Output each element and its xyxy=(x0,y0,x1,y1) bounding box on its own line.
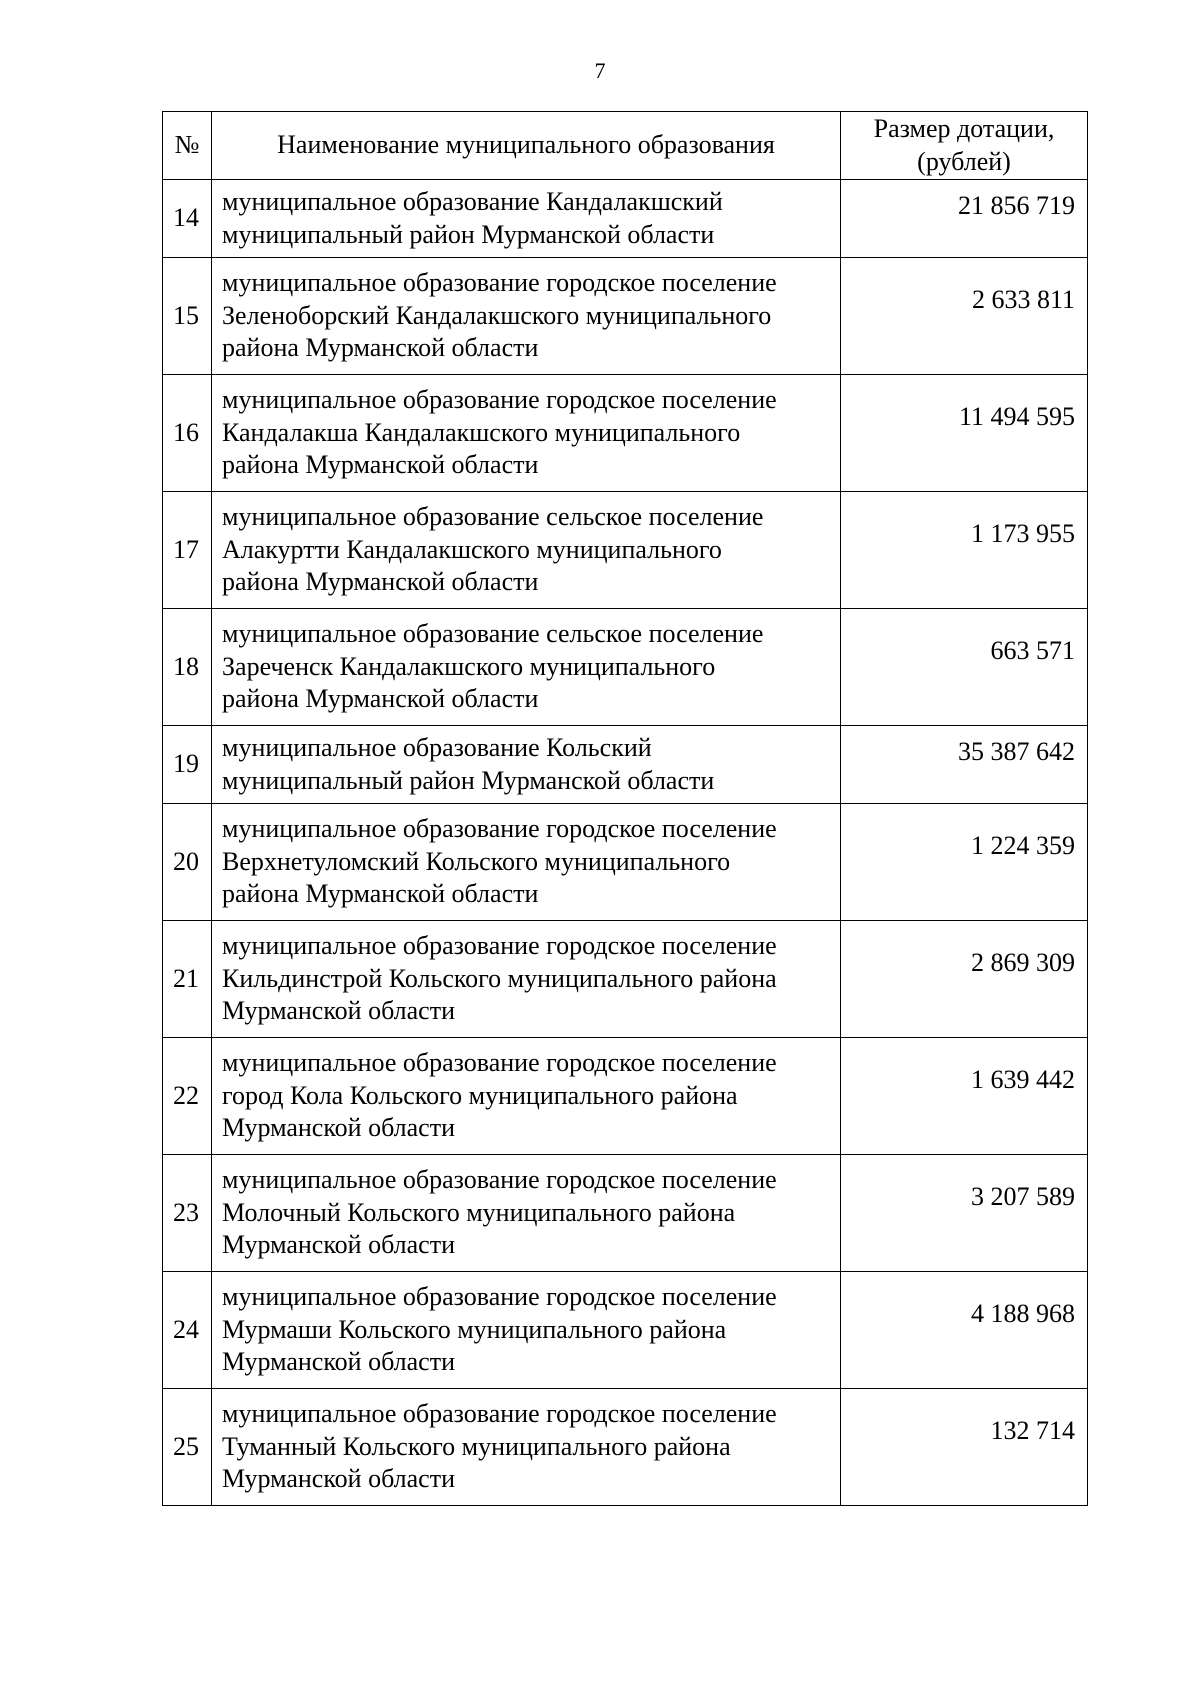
header-number: № xyxy=(163,112,212,180)
row-number: 17 xyxy=(163,492,212,609)
row-number: 25 xyxy=(163,1389,212,1506)
table-row xyxy=(163,1155,1088,1272)
grant-amount: 11 494 595 xyxy=(841,375,1088,492)
grant-amount: 3 207 589 xyxy=(841,1155,1088,1272)
municipality-name-line: муниципальное образование городское поселение xyxy=(222,268,777,298)
municipality-name-line: муниципальное образование городское поселение xyxy=(222,385,777,415)
row-number: 16 xyxy=(163,375,212,492)
municipality-name-line: Мурманской области xyxy=(222,1230,455,1260)
table-row xyxy=(163,1038,1088,1155)
header-amount-line2: (рублей) xyxy=(917,146,1011,176)
municipality-name-line: муниципальное образование Кольский xyxy=(222,733,652,762)
municipality-name xyxy=(212,1038,841,1155)
municipality-name xyxy=(212,375,841,492)
table-row xyxy=(163,921,1088,1038)
municipality-name xyxy=(212,1155,841,1272)
municipality-name-line: Кандалакша Кандалакшского муниципального xyxy=(222,417,741,447)
municipality-name-line: Кильдинстрой Кольского муниципального района xyxy=(222,963,777,993)
grant-amount: 132 714 xyxy=(841,1389,1088,1506)
grant-amount: 21 856 719 xyxy=(841,180,1088,258)
municipality-name xyxy=(212,492,841,609)
table-row xyxy=(163,375,1088,492)
municipality-name-line: муниципальное образование Кандалакшский xyxy=(222,187,723,216)
table-row xyxy=(163,1272,1088,1389)
municipality-name xyxy=(212,1389,841,1506)
table-header-row xyxy=(163,112,1088,180)
municipality-name-line: муниципальное образование городское поселение xyxy=(222,1048,777,1078)
municipality-name-line: Мурманской области xyxy=(222,1347,455,1377)
municipality-name xyxy=(212,804,841,921)
municipality-name-line: района Мурманской области xyxy=(222,450,539,480)
table-row xyxy=(163,180,1088,258)
header-amount-line1: Размер дотации, xyxy=(873,114,1055,143)
municipality-name-line: района Мурманской области xyxy=(222,567,539,597)
table-row xyxy=(163,258,1088,375)
grant-amount: 35 387 642 xyxy=(841,726,1088,804)
municipality-name-line: Туманный Кольского муниципального района xyxy=(222,1431,731,1461)
row-number: 15 xyxy=(163,258,212,375)
page-number: 7 xyxy=(594,58,606,83)
municipality-name-line: района Мурманской области xyxy=(222,333,539,363)
municipality-name-line: района Мурманской области xyxy=(222,684,539,714)
grant-amount: 663 571 xyxy=(841,609,1088,726)
header-amount xyxy=(841,112,1088,180)
municipality-name-line: Мурманской области xyxy=(222,1113,455,1143)
municipality-name xyxy=(212,258,841,375)
header-name: Наименование муниципального образования xyxy=(212,112,841,180)
row-number: 19 xyxy=(163,726,212,804)
municipality-name-line: муниципальное образование городское поселение xyxy=(222,1282,777,1312)
municipality-name-line: Алакуртти Кандалакшского муниципального xyxy=(222,534,722,564)
row-number: 21 xyxy=(163,921,212,1038)
municipality-name-line: муниципальное образование городское поселение xyxy=(222,931,777,961)
table-row xyxy=(163,726,1088,804)
municipality-name-line: Зареченск Кандалакшского муниципального xyxy=(222,651,716,681)
municipality-name xyxy=(212,1272,841,1389)
table-row xyxy=(163,804,1088,921)
municipality-name-line: муниципальный район Мурманской области xyxy=(222,765,715,795)
grant-amount: 1 173 955 xyxy=(841,492,1088,609)
municipality-name-line: Мурманской области xyxy=(222,1464,455,1494)
row-number: 18 xyxy=(163,609,212,726)
municipality-name-line: Зеленоборский Кандалакшского муниципального xyxy=(222,300,772,330)
municipality-name-line: Верхнетуломский Кольского муниципального xyxy=(222,846,731,876)
municipality-name-line: муниципальное образование сельское поселение xyxy=(222,502,764,532)
table-row xyxy=(163,609,1088,726)
municipality-name-line: Молочный Кольского муниципального района xyxy=(222,1197,736,1227)
grant-amount: 2 869 309 xyxy=(841,921,1088,1038)
grants-table xyxy=(162,111,1088,1506)
municipality-name-line: муниципальное образование городское поселение xyxy=(222,814,777,844)
municipality-name-line: муниципальное образование городское поселение xyxy=(222,1165,777,1195)
row-number: 20 xyxy=(163,804,212,921)
municipality-name-line: муниципальное образование городское поселение xyxy=(222,1399,777,1429)
municipality-name xyxy=(212,726,841,804)
municipality-name xyxy=(212,609,841,726)
municipality-name-line: Мурманской области xyxy=(222,996,455,1026)
municipality-name xyxy=(212,921,841,1038)
table-row xyxy=(163,492,1088,609)
row-number: 24 xyxy=(163,1272,212,1389)
row-number: 22 xyxy=(163,1038,212,1155)
table-body xyxy=(163,180,1088,1506)
municipality-name-line: Мурмаши Кольского муниципального района xyxy=(222,1314,727,1344)
municipality-name-line: город Кола Кольского муниципального района xyxy=(222,1080,738,1110)
municipality-name-line: муниципальный район Мурманской области xyxy=(222,219,715,249)
grant-amount: 1 639 442 xyxy=(841,1038,1088,1155)
row-number: 23 xyxy=(163,1155,212,1272)
municipality-name-line: района Мурманской области xyxy=(222,879,539,909)
municipality-name-line: муниципальное образование сельское поселение xyxy=(222,619,764,649)
row-number: 14 xyxy=(163,180,212,258)
grant-amount: 1 224 359 xyxy=(841,804,1088,921)
table-row xyxy=(163,1389,1088,1506)
municipality-name xyxy=(212,180,841,258)
grant-amount: 2 633 811 xyxy=(841,258,1088,375)
grant-amount: 4 188 968 xyxy=(841,1272,1088,1389)
